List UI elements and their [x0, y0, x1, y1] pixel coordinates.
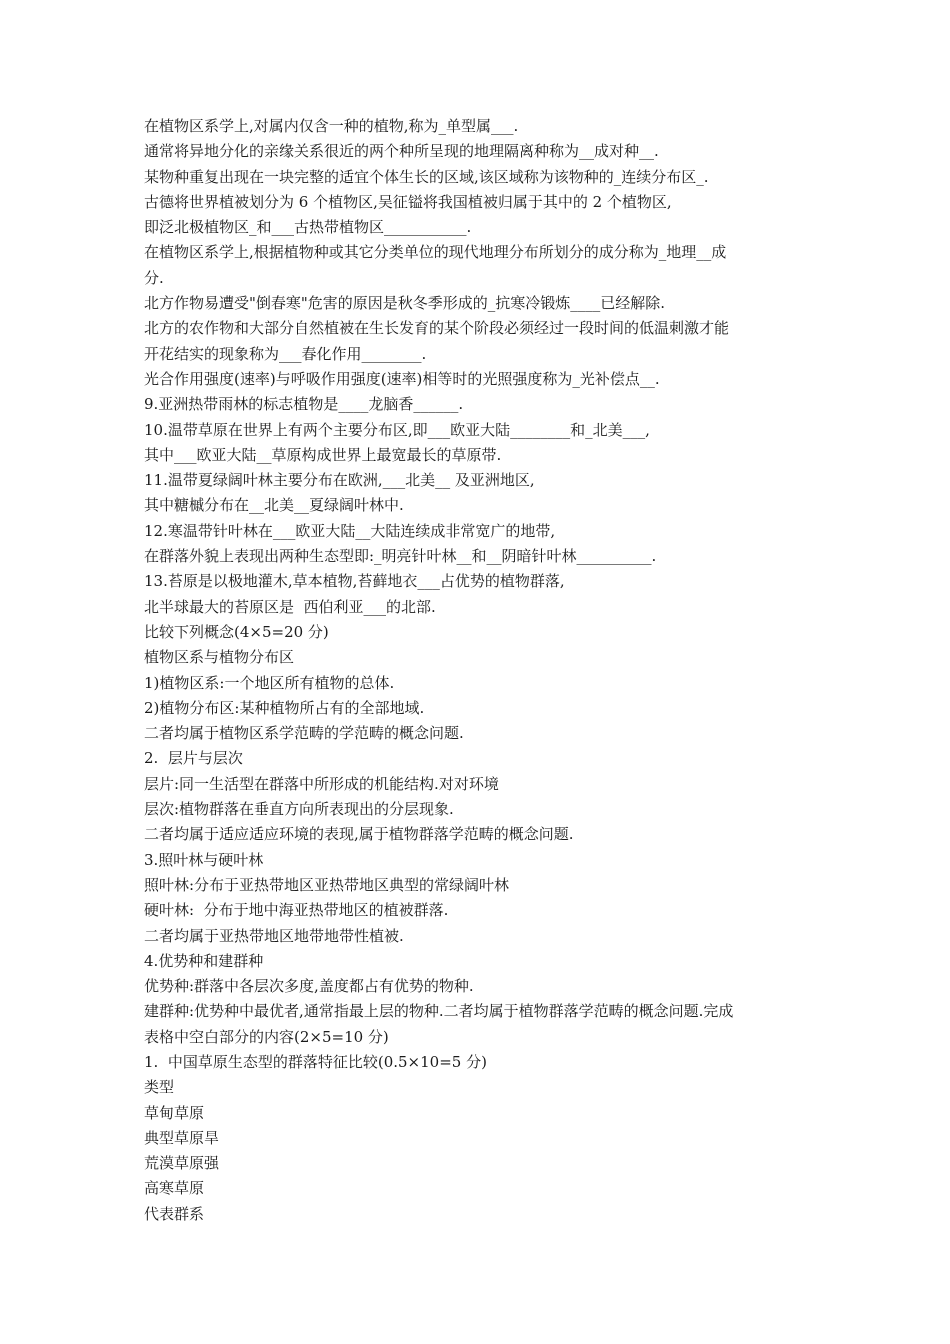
text-line: 草甸草原 [144, 1103, 205, 1122]
text-line: 代表群系 [144, 1204, 205, 1223]
text-line: 二者均属于植物区系学范畴的学范畴的概念问题. [144, 724, 464, 743]
text-line: 在植物区系学上,对属内仅含一种的植物,称为_单型属___. [144, 117, 519, 135]
text-line: 开花结实的现象称为___春化作用________. [144, 344, 427, 363]
text-line: 在植物区系学上,根据植物种或其它分类单位的现代地理分布所划分的成分称为_地理__成 [144, 243, 727, 262]
text-line: 表格中空白部分的内容(2×5=10 分) [144, 1027, 389, 1046]
text-line: 4.优势种和建群种 [144, 951, 264, 970]
text-line: 1. 中国草原生态型的群落特征比较(0.5×10=5 分) [144, 1052, 487, 1071]
text-line: 3.照叶林与硬叶林 [144, 850, 264, 869]
text-line: 某物种重复出现在一块完整的适宜个体生长的区域,该区域称为该物种的_连续分布区_. [144, 167, 709, 186]
text-line: 类型 [144, 1078, 175, 1097]
text-line: 北方的农作物和大部分自然植被在生长发育的某个阶段必须经过一段时间的低温刺激才能 [144, 319, 730, 338]
text-line: 分. [144, 268, 164, 287]
text-line: 11.温带夏绿阔叶林主要分布在欧洲,___北美__ 及亚洲地区, [144, 471, 535, 490]
text-line: 北半球最大的苔原区是 西伯利亚___的北部. [144, 597, 436, 616]
text-line: 比较下列概念(4×5=20 分) [144, 622, 329, 641]
text-line: 硬叶林: 分布于地中海亚热带地区的植被群落. [144, 901, 449, 920]
text-line: 二者均属于适应适应环境的表现,属于植物群落学范畴的概念问题. [144, 825, 574, 844]
document-page [144, 114, 814, 1227]
text-line: 照叶林:分布于亚热带地区亚热带地区典型的常绿阔叶林 [144, 875, 510, 894]
text-line: 10.温带草原在世界上有两个主要分布区,即___欧亚大陆________和_北美___, [144, 420, 650, 439]
text-line: 北方作物易遭受"倒春寒"危害的原因是秋冬季形成的_抗寒冷锻炼____已经解除. [144, 294, 666, 313]
text-line: 12.寒温带针叶林在___欧亚大陆__大陆连续成非常宽广的地带, [144, 521, 556, 540]
text-line: 二者均属于亚热带地区地带地带性植被. [144, 926, 404, 945]
text-line: 即泛北极植物区_和___古热带植物区___________. [144, 218, 472, 237]
text-line: 层次:植物群落在垂直方向所表现出的分层现象. [144, 800, 454, 819]
text-line: 在群落外貌上表现出两种生态型即:_明亮针叶林__和__阴暗针叶林__________. [144, 547, 657, 566]
text-line: 2)植物分布区:某种植物所占有的全部地域. [144, 698, 425, 717]
text-line: 建群种:优势种中最优者,通常指最上层的物种.二者均属于植物群落学范畴的概念问题.完成 [144, 1002, 734, 1021]
text-line: 其中糖槭分布在__北美__夏绿阔叶林中. [144, 496, 404, 515]
text-line: 2. 层片与层次 [144, 749, 243, 768]
text-line: 1)植物区系:一个地区所有植物的总体. [144, 673, 395, 692]
text-line: 典型草原旱 [144, 1128, 220, 1147]
text-line: 古德将世界植被划分为 6 个植物区,吴征镒将我国植被归属于其中的 2 个植物区, [144, 192, 672, 211]
text-line: 9.亚洲热带雨林的标志植物是____龙脑香______. [144, 395, 464, 414]
text-line: 层片:同一生活型在群落中所形成的机能结构.对对环境 [144, 774, 499, 793]
text-line: 植物区系与植物分布区 [144, 648, 295, 667]
text-line: 高寒草原 [144, 1179, 205, 1198]
text-line: 其中___欧亚大陆__草原构成世界上最宽最长的草原带. [144, 445, 502, 464]
text-line: 优势种:群落中各层次多度,盖度都占有优势的物种. [144, 977, 474, 996]
text-line: 通常将异地分化的亲缘关系很近的两个种所呈现的地理隔离种称为__成对种__. [144, 142, 659, 161]
text-line: 荒漠草原强 [144, 1154, 220, 1173]
text-line: 光合作用强度(速率)与呼吸作用强度(速率)相等时的光照强度称为_光补偿点__. [144, 369, 660, 388]
text-line: 13.苔原是以极地灌木,草本植物,苔藓地衣___占优势的植物群落, [144, 572, 565, 591]
